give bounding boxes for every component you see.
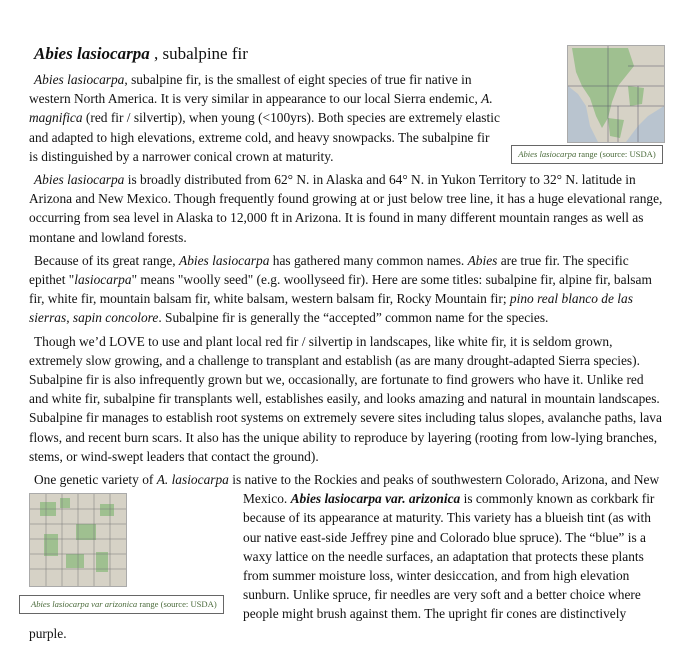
range-map-southwest-icon: [29, 493, 127, 587]
title-scientific-name: Abies lasiocarpa: [34, 44, 150, 63]
article: [29, 42, 665, 647]
paragraph-2: Abies lasiocarpa is broadly distributed from 62° N. in Alaska and 64° N. in Yukon Territory to 32° N. latitude in Arizona and New Mexico. Though frequently found growing at or just below tree line, it has a huge elevational range, occurring from sea level in Alaska to 12,000 ft in Arizona. It is found in many different mountain ranges as well as montane and lowland forests.: [29, 172, 663, 245]
range-figure-1: [509, 45, 665, 164]
range-caption-1: Abies lasiocarpa range (source: USDA): [511, 145, 662, 164]
range-figure-2: [19, 493, 237, 614]
title-common-name: , subalpine fir: [149, 44, 248, 63]
paragraph-5: One genetic variety of A. lasiocarpa is native to the Rockies and peaks of southwestern Colorado, Arizona, and New Mexico. Abies lasiocarpa var arizonica range (source: USDA) Abies lasiocarpa var. arizonica is commonly known as corkbark fir because of its appearance at maturity. This variety has a blueish tint (as with our native east-side Jeffrey pine and Colorado blue spruce). The “blue” is a waxy lattice on the needle surfaces, an adaptation that protects these plants from summer moisture loss, winter desiccation, and from high elevation sunburn. Unlike spruce, fir needles are very soft and a better choice where people might brush against them. The upright fir cones are distinctively purple.: [29, 470, 665, 643]
range-caption-2: Abies lasiocarpa var arizonica range (source: USDA): [19, 595, 224, 614]
paragraph-4: Though we’d LOVE to use and plant local red fir / silvertip in landscapes, like white fir, it is seldom grown, extremely slow growing, and a challenge to transplant and establish (as are many drought-adapted Sierra species). Subalpine fir is also infrequently grown but we, occasionally, are fortunate to find growers who have it. Unlike red and white fir, subalpine fir transplants well, establishes easily, and looks amazing and natural in mountain landscapes. Subalpine fir manages to establish root systems on extremely severe sites including talus slopes, avalanche paths, lava flows, and recent burn scars. It also has the unique ability to reproduce by layering (rooting from low-lying branches, stems, or wind-swept leaders that contact the ground).: [29, 333, 662, 464]
paragraph-1: Abies lasiocarpa, subalpine fir, is the smallest of eight species of true fir native in western North America. It is very similar in appearance to our local Sierra endemic, A. magnifica (red fir / silvertip), when young (<100yrs). Both species are extremely elastic and adapted to high elevations, extreme cold, and heavy snowpacks. The subalpine fir is distinguished by a narrower conical crown at maturity.: [29, 72, 500, 164]
paragraph-3: Because of its great range, Abies lasiocarpa has gathered many common names. Abies are true fir. The specific epithet "lasiocarpa" means "woolly seed" (e.g. woollyseed fir). Here are some titles: subalpine fir, alpine fir, balsam fir, white fir, mountain balsam fir, white balsam, western balsam fir, Rocky Mountain fir; pino real blanco de las sierras, sapin concolore. Subalpine fir is generally the “accepted” common name for the species.: [29, 252, 652, 326]
range-map-north-america-icon: [567, 45, 665, 143]
